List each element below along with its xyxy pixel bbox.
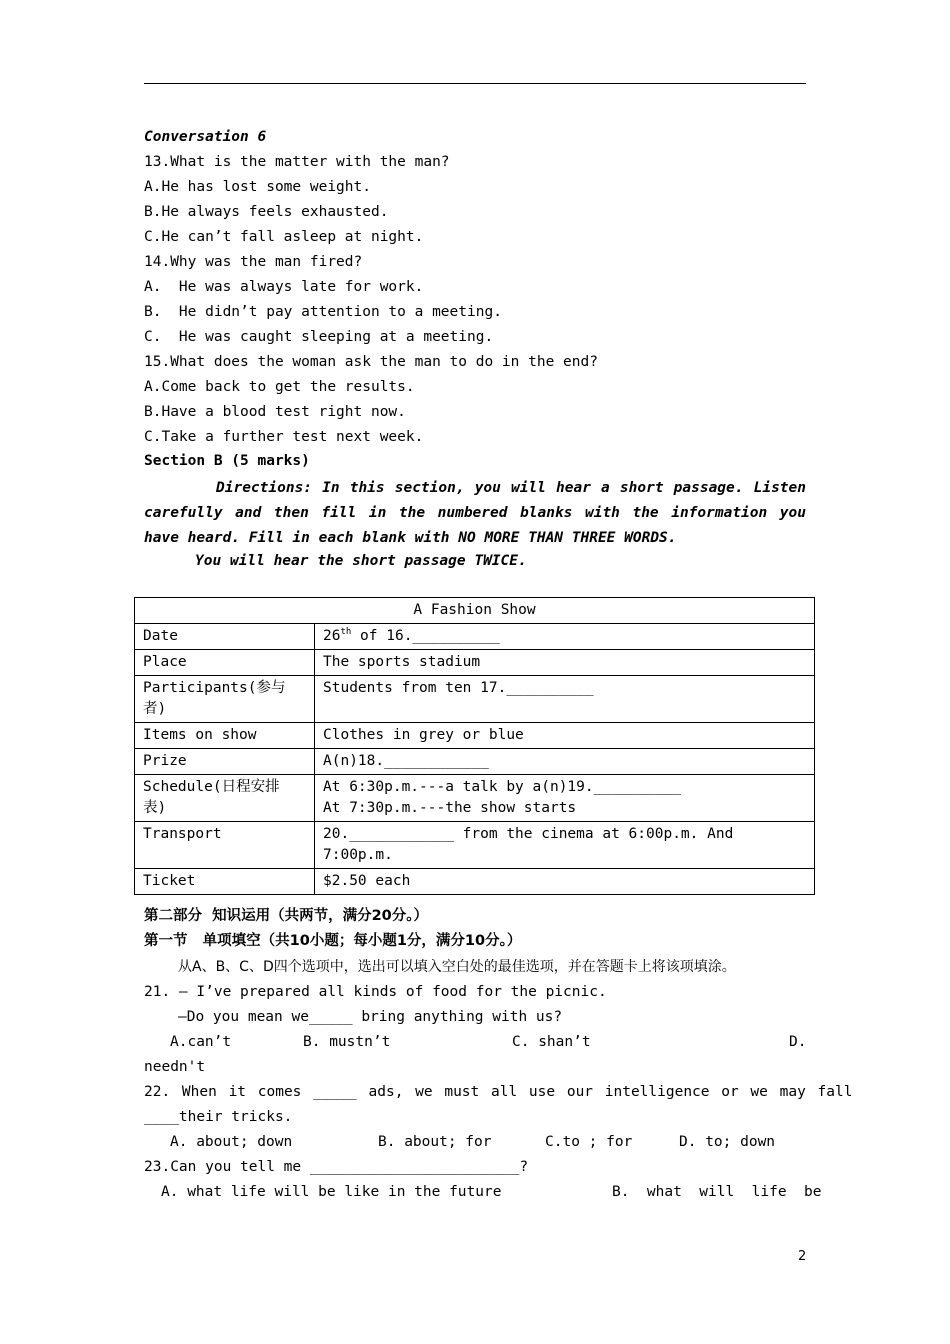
table-row xyxy=(135,822,815,869)
question-22: 22. When it comes _____ ads, we must all use our intelligence or we may fall xyxy=(144,1084,853,1100)
section-b-heading: Section B (5 marks) xyxy=(144,453,310,469)
section-b-twice: You will hear the short passage TWICE. xyxy=(195,553,527,569)
row-label: Prize xyxy=(135,749,315,775)
part2-instruction: 从A、B、C、D四个选项中，选出可以填入空白处的最佳选项，并在答题卡上将该项填涂。 xyxy=(178,959,736,975)
row-value: 20.____________ from the cinema at 6:00p.m. And 7:00p.m. xyxy=(315,822,815,869)
table-row xyxy=(135,650,815,676)
table-row xyxy=(135,676,815,723)
option-14a: A. He was always late for work. xyxy=(144,279,424,295)
row-value xyxy=(315,775,815,822)
row-label: Date xyxy=(135,624,315,650)
option-21a: A.can’t xyxy=(170,1034,232,1050)
question-21: 21. — I’ve prepared all kinds of food for the picnic. xyxy=(144,984,607,1000)
part2-section1: 第一节 单项填空（共10小题；每小题1分，满分10分。） xyxy=(144,933,522,949)
option-15c: C.Take a further test next week. xyxy=(144,429,424,445)
option-22a: A. about; down xyxy=(170,1134,293,1150)
option-13b: B.He always feels exhausted. xyxy=(144,204,389,220)
schedule-line-2: At 7:30p.m.---the show starts xyxy=(323,800,577,816)
table-row xyxy=(135,749,815,775)
option-21c: C. shan’t xyxy=(512,1034,591,1050)
option-14b: B. He didn’t pay attention to a meeting. xyxy=(144,304,502,320)
schedule-line-1: At 6:30p.m.---a talk by a(n)19.__________ xyxy=(323,779,681,795)
table-row xyxy=(135,775,815,822)
table-row xyxy=(135,624,815,650)
table-row xyxy=(135,723,815,749)
header-rule xyxy=(144,83,806,84)
option-21d-text: needn't xyxy=(144,1059,206,1075)
question-14: 14.Why was the man fired? xyxy=(144,254,363,270)
table-title: A Fashion Show xyxy=(135,598,815,624)
date-value: 26th of 16.__________ xyxy=(323,627,500,644)
option-23b: B. what will life be xyxy=(612,1184,822,1200)
row-value: Clothes in grey or blue xyxy=(315,723,815,749)
fashion-show-table xyxy=(134,597,815,895)
row-label: Ticket xyxy=(135,869,315,895)
option-23a: A. what life will be like in the future xyxy=(161,1184,502,1200)
option-21b: B. mustn’t xyxy=(303,1034,391,1050)
option-15b: B.Have a blood test right now. xyxy=(144,404,406,420)
row-value: A(n)18.____________ xyxy=(315,749,815,775)
option-21d: D. xyxy=(789,1034,807,1050)
question-21-line2: —Do you mean we_____ bring anything with us? xyxy=(178,1009,563,1025)
row-label: Items on show xyxy=(135,723,315,749)
option-13a: A.He has lost some weight. xyxy=(144,179,371,195)
row-value: $2.50 each xyxy=(315,869,815,895)
part2-heading: 第二部分 知识运用（共两节，满分20分。） xyxy=(144,908,429,924)
row-label: Schedule(日程安排表) xyxy=(135,775,315,822)
date-suffix: th xyxy=(340,627,352,638)
table-row xyxy=(135,869,815,895)
option-22b: B. about; for xyxy=(378,1134,492,1150)
row-value xyxy=(315,624,815,650)
option-14c: C. He was caught sleeping at a meeting. xyxy=(144,329,494,345)
question-23: 23.Can you tell me ________________________? xyxy=(144,1159,529,1175)
question-13: 13.What is the matter with the man? xyxy=(144,154,450,170)
row-value: The sports stadium xyxy=(315,650,815,676)
option-15a: A.Come back to get the results. xyxy=(144,379,415,395)
option-22c: C.to ; for xyxy=(545,1134,633,1150)
option-22d: D. to; down xyxy=(679,1134,776,1150)
question-22-line2: ____their tricks. xyxy=(144,1109,293,1125)
row-value: Students from ten 17.__________ xyxy=(315,676,815,723)
row-label: Transport xyxy=(135,822,315,869)
conversation-heading: Conversation 6 xyxy=(144,129,267,145)
page-number: 2 xyxy=(798,1249,807,1264)
option-13c: C.He can’t fall asleep at night. xyxy=(144,229,424,245)
question-15: 15.What does the woman ask the man to do in the end? xyxy=(144,354,598,370)
section-b-directions: Directions: In this section, you will hear a short passage. Listen carefully and then fill in the numbered blanks with the information you have heard. Fill in each blank with NO MORE THAN THREE WORDS. xyxy=(144,480,806,546)
row-label: Participants(参与者) xyxy=(135,676,315,723)
row-label: Place xyxy=(135,650,315,676)
